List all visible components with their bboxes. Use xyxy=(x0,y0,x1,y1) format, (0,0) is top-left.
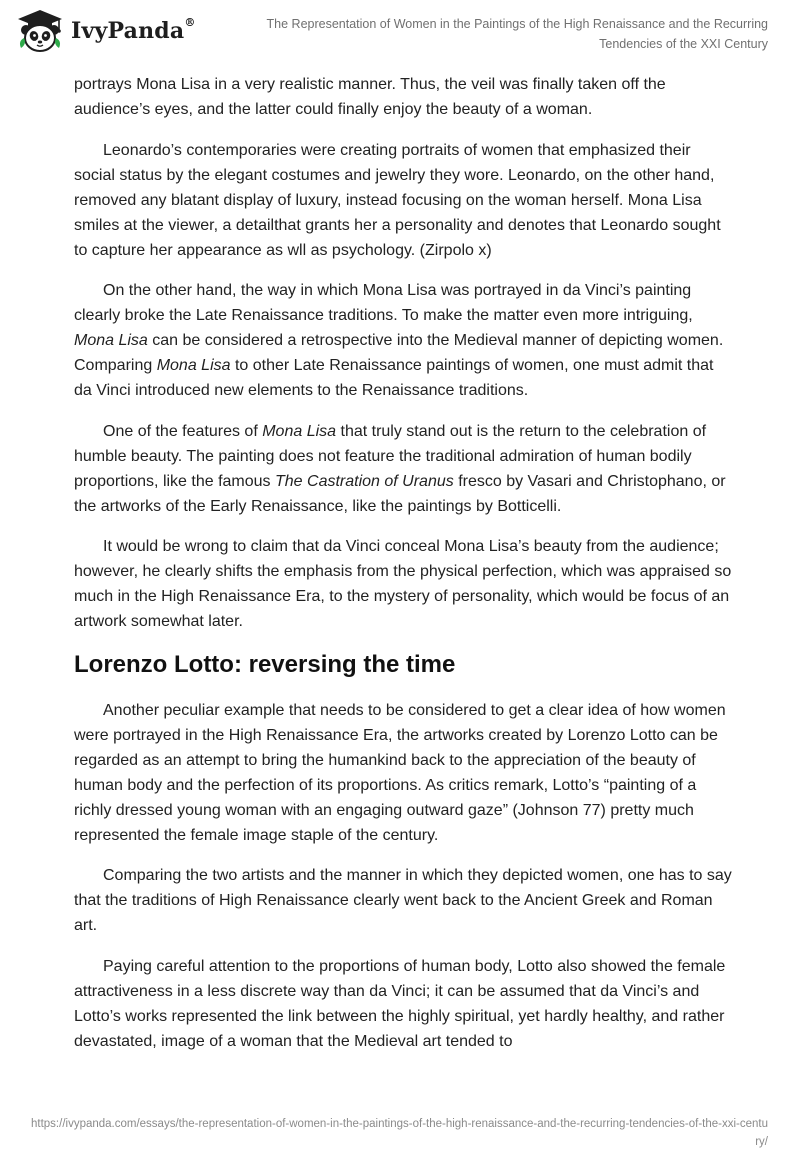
ivypanda-logo[interactable] xyxy=(15,8,196,54)
brand-name xyxy=(71,18,196,44)
italic-title-castration-of-uranus: The Castration of Uranus xyxy=(275,472,454,490)
text-run: fresco by Vasari and Christophano, or the artworks of the Early Renaissance, like the paintings by Botticelli. xyxy=(74,472,726,515)
page-header xyxy=(0,0,800,62)
text-run: One of the features of xyxy=(103,422,263,440)
text-run: can be considered a retrospective into the Medieval manner of depicting women. Comparing xyxy=(74,332,724,374)
paragraph-emphasis-shift: It would be wrong to claim that da Vinci conceal Mona Lisa’s beauty from the audience; however, he clearly shifts the emphasis from the physical perfection, which was appraised so much in the High Renaissance Era, to the mystery of personality, which would be focus of an artwork somewhat later. xyxy=(74,538,732,630)
text-run: that truly stand out is the return to the celebration of humble beauty. The painting does not feature the traditional admiration of human bodily proportions, like the famous xyxy=(74,422,707,490)
italic-title-mona-lisa: Mona Lisa xyxy=(74,332,148,349)
italic-title-mona-lisa: Mona Lisa xyxy=(156,357,231,374)
paragraph-lotto-example: Another peculiar example that needs to be considered to get a clear idea of how women were portrayed in the High Renaissance Era, the artworks created by Lorenzo Lotto can be regarded as an attempt to bring the humankind back to the appreciation of the beauty of human body and the perfection of its proportions. As critics remark, Lotto’s “painting of a richly dressed young woman with an engaging outward gaze” (Johnson 77) pretty much represented the female image staple of the century. xyxy=(74,701,726,844)
paragraph-comparing-artists: Comparing the two artists and the manner in which they depicted women, one has to say that the traditions of High Renaissance clearly went back to the Ancient Greek and Roman art. xyxy=(74,867,732,934)
text-run: On the other hand, the way in which Mona Lisa was portrayed in da Vinci’s painting clearly broke the Late Renaissance traditions. To make the matter even more intriguing, xyxy=(74,282,693,324)
paragraph-contemporaries: Leonardo’s contemporaries were creating portraits of women that emphasized their social status by the elegant costumes and jewelry they wore. Leonardo, on the other hand, removed any blatant display of luxury, instead focusing on the woman herself. Mona Lisa smiles at the viewer, a detailthat grants her a personality and denotes that Leonardo sought to capture her appearance as wll as psychology. (Zirpolo x) xyxy=(74,141,721,259)
registered-mark: ® xyxy=(184,16,196,29)
paragraph-late-renaissance xyxy=(74,278,734,403)
essay-body xyxy=(74,72,734,1069)
panda-mascot-icon xyxy=(15,8,65,54)
paragraph-proportions: Paying careful attention to the proportions of human body, Lotto also showed the female attractiveness in a less discrete way than da Vinci; it can be assumed that da Vinci’s and Lotto’s works represented the link between the highly spiritual, yet hardly healthy, and rather devastated, image of a woman that the Medieval art tended to xyxy=(74,957,726,1050)
document-title xyxy=(248,14,768,54)
paragraph-continued: portrays Mona Lisa in a very realistic manner. Thus, the veil was finally taken off the audience’s eyes, and the latter could finally enjoy the beauty of a woman. xyxy=(74,76,666,118)
document-title-line-2: Tendencies of the XXI Century xyxy=(599,37,768,51)
italic-title-mona-lisa: Mona Lisa xyxy=(262,422,337,440)
text-run: to other Late Renaissance paintings of women, one must admit that da Vinci introduced new elements to the Renaissance traditions. xyxy=(74,357,714,399)
paragraph-humble-beauty xyxy=(74,419,734,519)
brand-name-text: IvyPanda xyxy=(71,18,185,44)
section-heading-lorenzo-lotto: Lorenzo Lotto: reversing the time xyxy=(74,650,456,678)
source-url-link[interactable]: https://ivypanda.com/essays/the-representation-of-women-in-the-paintings-of-the-high-renaissance-and-the-recurring-tendencies-of-the-xxi-century/ xyxy=(31,1118,768,1148)
document-title-line-1: The Representation of Women in the Paintings of the High Renaissance and the Recurring xyxy=(266,17,768,31)
